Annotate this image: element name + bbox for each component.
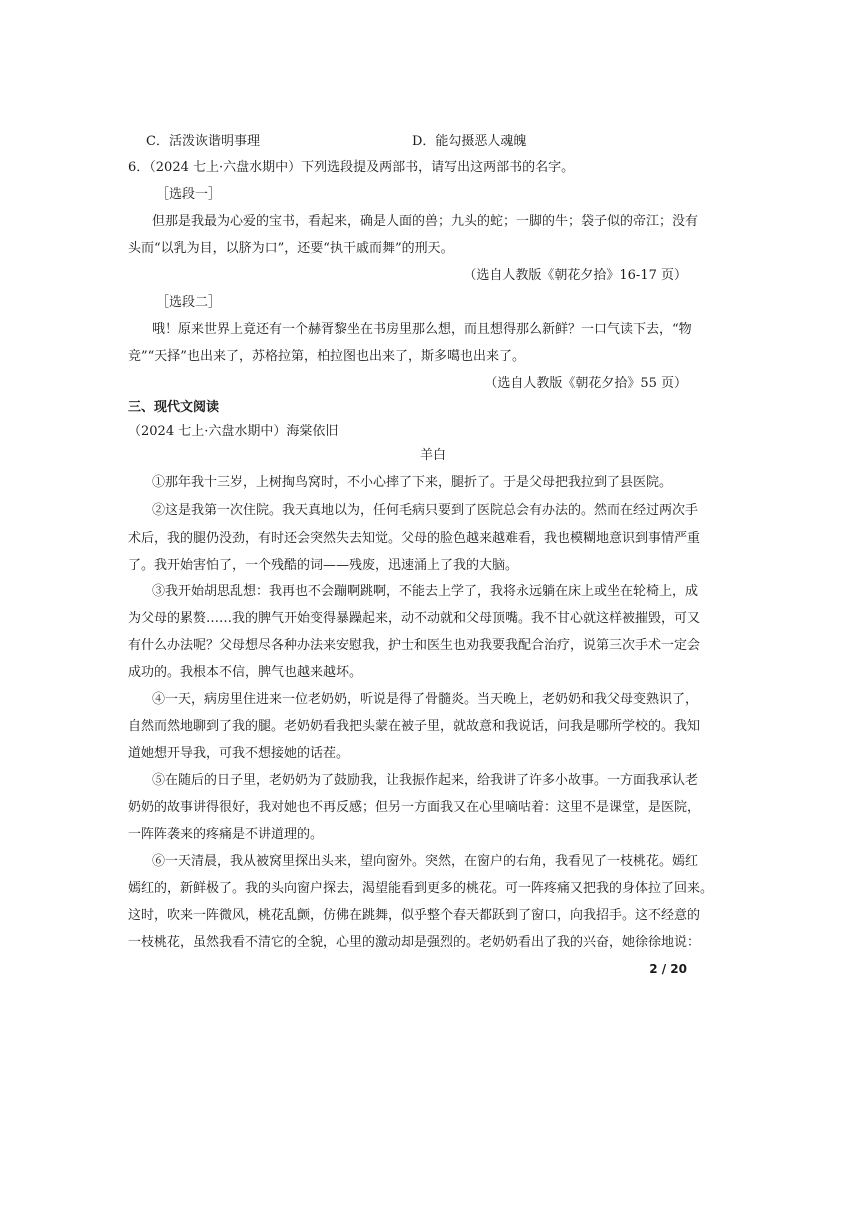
paragraph-line: 一阵阵袭来的疼痛是不讲道理的。 — [128, 827, 324, 842]
paragraph-line: 嫣红的，新鲜极了。我的头向窗户探去，渴望能看到更多的桃花。可一阵疼痛又把我的身体拉了回来。 — [128, 881, 714, 896]
paragraph-line: ⑤在随后的日子里，老奶奶为了鼓励我，让我振作起来，给我讲了许多小故事。一方面我承认老 — [152, 773, 699, 788]
option-d: D．能勾摄恶人魂魄 — [412, 134, 527, 149]
excerpt-1-label: ［选段一］ — [156, 187, 222, 202]
excerpt-2-line: 哦！原来世界上竟还有一个赫胥黎坐在书房里那么想，而且想得那么新鲜？一口气读下去，“物 — [152, 322, 692, 337]
option-c: C．活泼诙谐明事理 — [146, 134, 260, 149]
paragraph-line: ①那年我十三岁，上树掏鸟窝时，不小心摔了下来，腿折了。于是父母把我拉到了县医院。 — [152, 475, 673, 490]
reading-source: （2024 七上·六盘水期中）海棠依旧 — [128, 424, 339, 439]
question-6-stem: 6．（2024 七上·六盘水期中）下列选段提及两部书，请写出这两部书的名字。 — [128, 160, 575, 175]
page-number: 2 / 20 — [649, 962, 687, 976]
excerpt-1-line: 但那是我最为心爱的宝书，看起来，确是人面的兽；九头的蛇；一脚的牛；袋子似的帝江；没有 — [152, 214, 699, 229]
paragraph-line: 成功的。我根本不信，脾气也越来越坏。 — [128, 665, 363, 680]
excerpt-2-label: ［选段二］ — [156, 295, 222, 310]
paragraph-line: 有什么办法呢？父母想尽各种办法来安慰我，护士和医生也劝我要我配合治疗，说第三次手术一定会 — [128, 638, 701, 653]
excerpt-1-line: 头而“以乳为目，以脐为口”，还要“执干戚而舞”的刑天。 — [128, 241, 454, 256]
paragraph-line: ④一天，病房里住进来一位老奶奶，听说是得了骨髓炎。当天晚上，老奶奶和我父母变熟识了， — [152, 692, 699, 707]
paragraph-line: 道她想开导我，可我不想接她的话茬。 — [128, 746, 350, 761]
excerpt-2-line: 竞”“天择”也出来了，苏格拉第，柏拉图也出来了，斯多噶也出来了。 — [128, 349, 525, 364]
article-author: 羊白 — [419, 448, 446, 463]
paragraph-line: ⑥一天清晨，我从被窝里探出头来，望向窗外。突然，在窗户的右角，我看见了一枝桃花。嫣红 — [152, 854, 699, 869]
excerpt-2-source: （选自人教版《朝花夕拾》55 页） — [484, 376, 687, 391]
paragraph-line: 自然而然地聊到了我的腿。老奶奶看我把头蒙在被子里，就故意和我说话，问我是哪所学校的。我知 — [128, 719, 701, 734]
paragraph-line: 一枝桃花，虽然我看不清它的全貌，心里的激动却是强烈的。老奶奶看出了我的兴奋，她徐徐地说： — [128, 935, 701, 950]
paragraph-line: ②这是我第一次住院。我天真地以为，任何毛病只要到了医院总会有办法的。然而在经过两次手 — [152, 503, 699, 518]
paragraph-line: ③我开始胡思乱想：我再也不会蹦啊跳啊，不能去上学了，我将永远躺在床上或坐在轮椅上，成 — [152, 584, 699, 599]
paragraph-line: 了。我开始害怕了，一个残酷的词——残废，迅速涌上了我的大脑。 — [128, 558, 519, 573]
paragraph-line: 这时，吹来一阵微风，桃花乱颤，仿佛在跳舞，似乎整个春天都跃到了窗口，向我招手。这不经意的 — [128, 908, 701, 923]
paragraph-line: 为父母的累赘……我的脾气开始变得暴躁起来，动不动就和父母顶嘴。我不甘心就这样被摧毁，可又 — [128, 611, 701, 626]
paragraph-line: 术后，我的腿仍没劲，有时还会突然失去知觉。父母的脸色越来越难看，我也模糊地意识到事情严重 — [128, 531, 701, 546]
paragraph-line: 奶奶的故事讲得很好，我对她也不再反感；但另一方面我又在心里嘀咕着：这里不是课堂，是医院， — [128, 800, 701, 815]
section-heading: 三、现代文阅读 — [128, 400, 220, 415]
excerpt-1-source: （选自人教版《朝花夕拾》16-17 页） — [463, 268, 687, 283]
